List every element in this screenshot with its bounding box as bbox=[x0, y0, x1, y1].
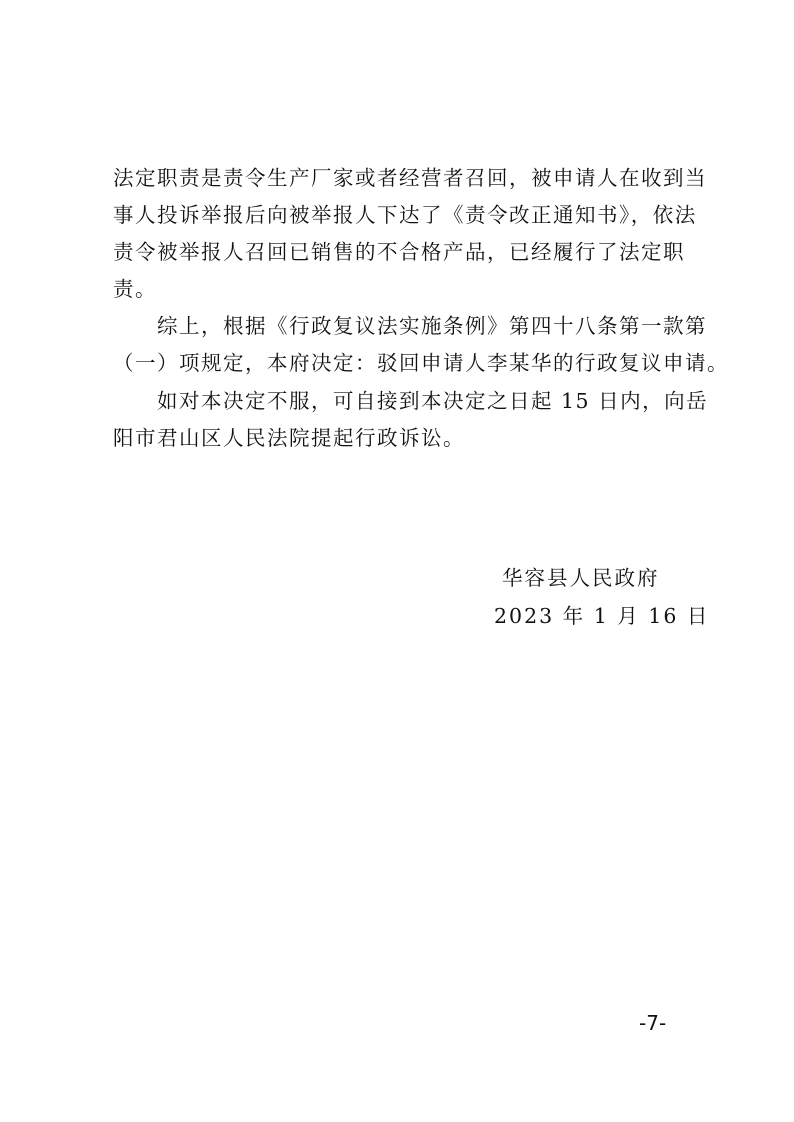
page-number: -7- bbox=[639, 1011, 667, 1035]
body-line: 综上，根据《行政复议法实施条例》第四十八条第一款第 bbox=[113, 314, 707, 338]
body-line: 如对本决定不服，可自接到本决定之日起 15 日内，向岳 bbox=[113, 389, 709, 413]
body-line: 责。 bbox=[113, 277, 157, 301]
body-line: 责令被举报人召回已销售的不合格产品，已经履行了法定职 bbox=[113, 240, 685, 264]
body-line: 事人投诉举报后向被举报人下达了《责令改正通知书》，依法 bbox=[113, 203, 697, 227]
body-line: 阳市君山区人民法院提起行政诉讼。 bbox=[113, 426, 465, 450]
body-line: 法定职责是责令生产厂家或者经营者召回，被申请人在收到当 bbox=[113, 166, 707, 190]
issuer-name: 华容县人民政府 bbox=[502, 566, 660, 590]
body-line: （一）项规定，本府决定：驳回申请人李某华的行政复议申请。 bbox=[113, 351, 729, 375]
issue-date: 2023 年 1 月 16 日 bbox=[494, 604, 710, 628]
